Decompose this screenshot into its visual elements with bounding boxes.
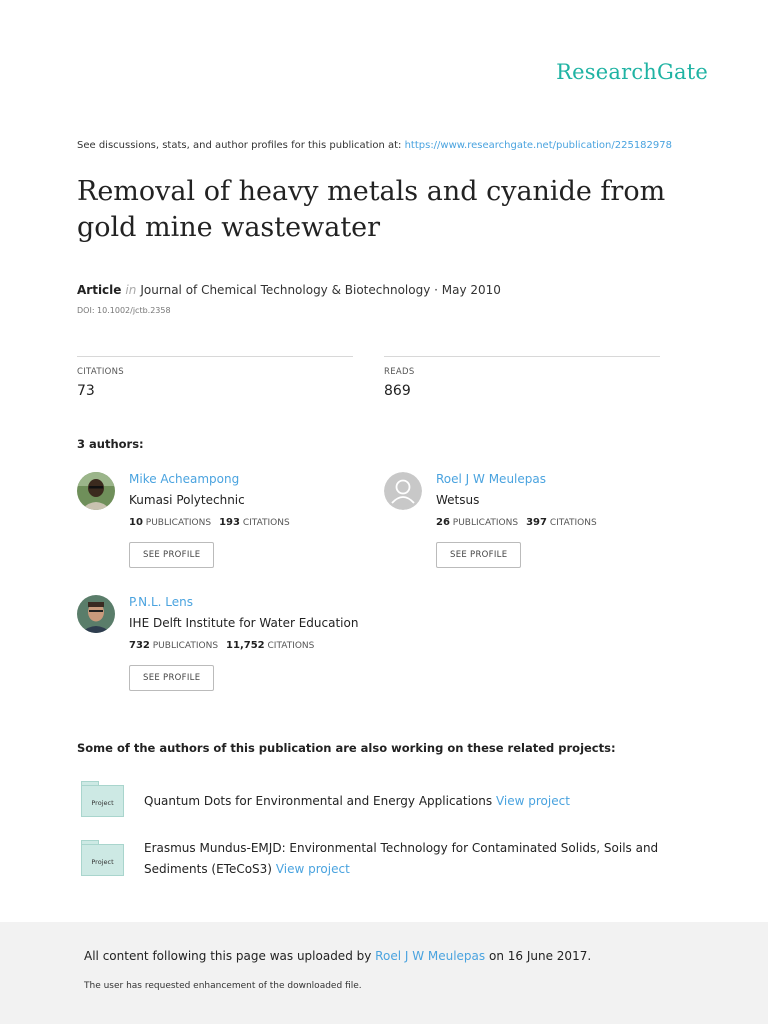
project-title: Quantum Dots for Environmental and Energy Applications bbox=[144, 794, 493, 808]
citations-label: CITATIONS bbox=[242, 518, 290, 528]
publication-title: Removal of heavy metals and cyanide from gold mine wastewater bbox=[77, 176, 666, 243]
author-institution: Wetsus bbox=[436, 493, 480, 507]
see-profile-button[interactable]: SEE PROFILE bbox=[436, 542, 521, 568]
publications-count: 10 bbox=[129, 517, 143, 528]
view-project-link[interactable]: View project bbox=[275, 862, 350, 876]
publications-label: PUBLICATIONS bbox=[452, 518, 519, 528]
author-name-link[interactable]: Roel J W Meulepas bbox=[436, 472, 546, 486]
uploaded-suffix: on 16 June 2017. bbox=[489, 949, 592, 963]
in-label: in bbox=[125, 283, 137, 297]
doi: DOI: 10.1002/jctb.2358 bbox=[77, 306, 171, 315]
author-name-link[interactable]: Mike Acheampong bbox=[129, 472, 240, 486]
see-profile-button[interactable]: SEE PROFILE bbox=[129, 542, 214, 568]
author-institution: IHE Delft Institute for Water Education bbox=[129, 616, 359, 630]
enhancement-note: The user has requested enhancement of the downloaded file. bbox=[84, 981, 362, 991]
project-description bbox=[144, 838, 684, 880]
authors-heading: 3 authors: bbox=[77, 437, 144, 451]
citations-stat bbox=[77, 356, 353, 399]
citations-count: 73 bbox=[77, 383, 95, 399]
uploaded-prefix: All content following this page was uploaded by bbox=[84, 949, 372, 963]
citations-label: CITATIONS bbox=[77, 367, 124, 377]
default-avatar-icon[interactable] bbox=[384, 472, 422, 510]
discussion-text: See discussions, stats, and author profiles for this publication at: bbox=[77, 140, 405, 151]
publication-url-link[interactable]: https://www.researchgate.net/publication/225182978 bbox=[404, 140, 672, 151]
project-description bbox=[144, 791, 684, 812]
project-folder-label: Project bbox=[81, 785, 124, 817]
reads-stat bbox=[384, 356, 660, 399]
related-projects-heading: Some of the authors of this publication are also working on these related projects: bbox=[77, 741, 616, 755]
reads-count: 869 bbox=[384, 383, 411, 399]
article-type: Article bbox=[77, 283, 122, 297]
author-name-link[interactable]: P.N.L. Lens bbox=[129, 595, 194, 609]
publications-count: 732 bbox=[129, 640, 150, 651]
author-citations-count: 397 bbox=[526, 517, 547, 528]
author-counts bbox=[129, 517, 389, 528]
author-citations-count: 11,752 bbox=[226, 640, 265, 651]
journal-name: Journal of Chemical Technology & Biotechnology · May 2010 bbox=[140, 283, 501, 297]
author-avatar[interactable] bbox=[77, 595, 115, 633]
author-counts bbox=[129, 640, 389, 651]
project-folder-label: Project bbox=[81, 844, 124, 876]
author-institution: Kumasi Polytechnic bbox=[129, 493, 245, 507]
project-title: Erasmus Mundus-EMJD: Environmental Technology for Contaminated Solids, Soils and Sediments (ETeCoS3) bbox=[144, 841, 659, 876]
publications-count: 26 bbox=[436, 517, 450, 528]
citations-label: CITATIONS bbox=[267, 641, 315, 651]
author-avatar[interactable] bbox=[77, 472, 115, 510]
publication-meta bbox=[77, 283, 501, 297]
publications-label: PUBLICATIONS bbox=[145, 518, 212, 528]
publications-label: PUBLICATIONS bbox=[152, 641, 219, 651]
discussion-line bbox=[77, 140, 672, 151]
see-profile-button[interactable]: SEE PROFILE bbox=[129, 665, 214, 691]
author-citations-count: 193 bbox=[219, 517, 240, 528]
reads-label: READS bbox=[384, 367, 415, 377]
researchgate-logo[interactable]: ResearchGate bbox=[556, 60, 708, 84]
citations-label: CITATIONS bbox=[549, 518, 597, 528]
uploaded-by-line bbox=[84, 949, 591, 963]
view-project-link[interactable]: View project bbox=[495, 794, 570, 808]
project-folder-icon bbox=[81, 840, 124, 876]
author-counts bbox=[436, 517, 696, 528]
uploader-link[interactable]: Roel J W Meulepas bbox=[375, 949, 486, 963]
project-folder-icon bbox=[81, 781, 124, 817]
upload-footer bbox=[0, 922, 768, 1024]
